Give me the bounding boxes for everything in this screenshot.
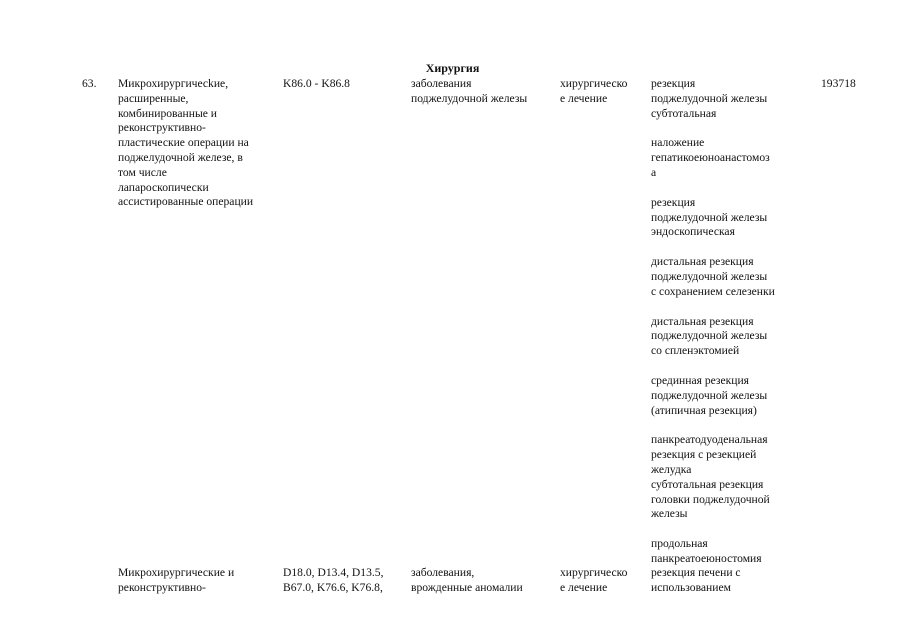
treatment-method: резекция печени с использованием (651, 566, 741, 594)
icd-codes: K86.0 - K86.8 (283, 77, 350, 90)
disease-description: заболевания поджелудочной железы (411, 77, 528, 105)
treatment-type: хирургическо е лечение (560, 77, 628, 105)
treatment-type: хирургическо е лечение (560, 566, 628, 594)
procedure-name: Микрохирургические и реконструктивно- (118, 566, 235, 594)
treatment-method: резекция поджелудочной железы эндоскопическая (651, 195, 768, 239)
treatment-method: дистальная резекция поджелудочной железы с сохранением селезенки (651, 255, 775, 298)
disease-description: заболевания, врожденные аномалии (411, 566, 523, 594)
section-title: Хирургия (425, 61, 480, 75)
treatment-method: срединная резекция поджелудочной железы (атипичная резекция) (651, 373, 768, 417)
procedure-name: Микрохирургичесkие, расширенные, комбинированные и реконструктивно- пластические операции на поджелудочной железе, в том числе лапароскопически ассистированные операции (118, 77, 254, 209)
treatment-methods-list (651, 77, 801, 582)
treatment-method: наложение гепатикоеюноанастомоз а (651, 136, 770, 179)
price-value: 193718 (821, 77, 856, 90)
treatment-method: резекция поджелудочной железы субтотальная (651, 77, 768, 120)
treatment-method: дистальная резекция поджелудочной железы со спленэктомией (651, 314, 768, 358)
treatment-method: панкреатодуоденальная резекция с резекцией желудка субтотальная резекция головки поджелудочной железы (651, 433, 770, 521)
treatment-method: продольная панкреатоеюностомия (651, 537, 762, 565)
row-number: 63. (82, 77, 97, 90)
icd-codes: D18.0, D13.4, D13.5, B67.0, K76.6, K76.8, (283, 566, 384, 594)
